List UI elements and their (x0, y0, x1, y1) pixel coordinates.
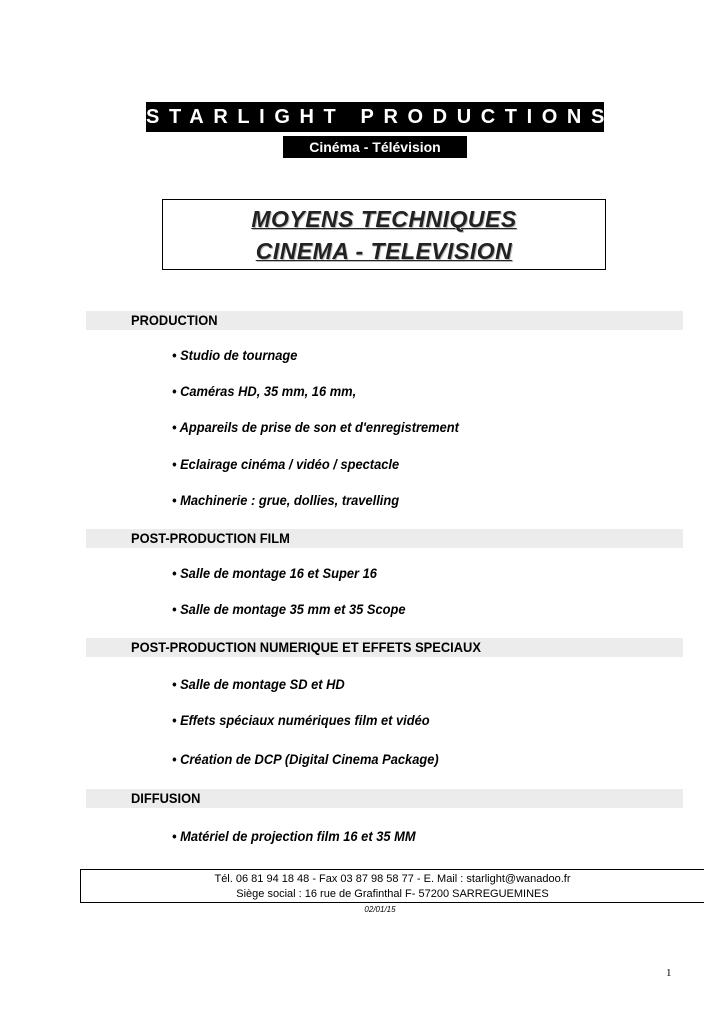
section-heading-diffusion: DIFFUSION (131, 790, 201, 806)
list-item: • Caméras HD, 35 mm, 16 mm, (172, 383, 357, 399)
section-heading-post-production-numerique: POST-PRODUCTION NUMERIQUE ET EFFETS SPECIAUX (131, 639, 481, 655)
list-item: • Salle de montage 35 mm et 35 Scope (172, 601, 406, 617)
list-item: • Effets spéciaux numériques film et vidéo (172, 712, 430, 728)
list-item: • Salle de montage 16 et Super 16 (172, 565, 377, 581)
list-item: • Studio de tournage (172, 347, 298, 363)
footer-contact-line: Tél. 06 81 94 18 48 - Fax 03 87 98 58 77 - E. Mail : starlight@wanadoo.fr (214, 873, 571, 885)
section-heading-production: PRODUCTION (131, 312, 218, 328)
company-name-banner: STARLIGHT PRODUCTIONS (146, 102, 604, 132)
list-item: • Création de DCP (Digital Cinema Package) (172, 751, 439, 767)
footer-contact-box (80, 869, 704, 903)
list-item: • Matériel de projection film 16 et 35 MM (172, 828, 416, 844)
footer-date: 02/01/15 (364, 905, 396, 914)
page-number: 1 (666, 967, 672, 979)
list-item: • Eclairage cinéma / vidéo / spectacle (172, 456, 400, 472)
title-line-2: CINEMA - TELEVISION (255, 238, 513, 264)
list-item: • Appareils de prise de son et d'enregistrement (172, 419, 459, 435)
list-item: • Salle de montage SD et HD (172, 676, 345, 692)
list-item: • Machinerie : grue, dollies, travelling (172, 492, 400, 508)
section-heading-post-production-film: POST-PRODUCTION FILM (131, 530, 290, 546)
footer-address-line: Siège social : 16 rue de Grafinthal F- 57200 SARREGUEMINES (236, 888, 549, 900)
title-box (162, 199, 606, 270)
title-line-1: MOYENS TECHNIQUES (251, 206, 517, 232)
company-tagline: Cinéma - Télévision (283, 136, 467, 158)
